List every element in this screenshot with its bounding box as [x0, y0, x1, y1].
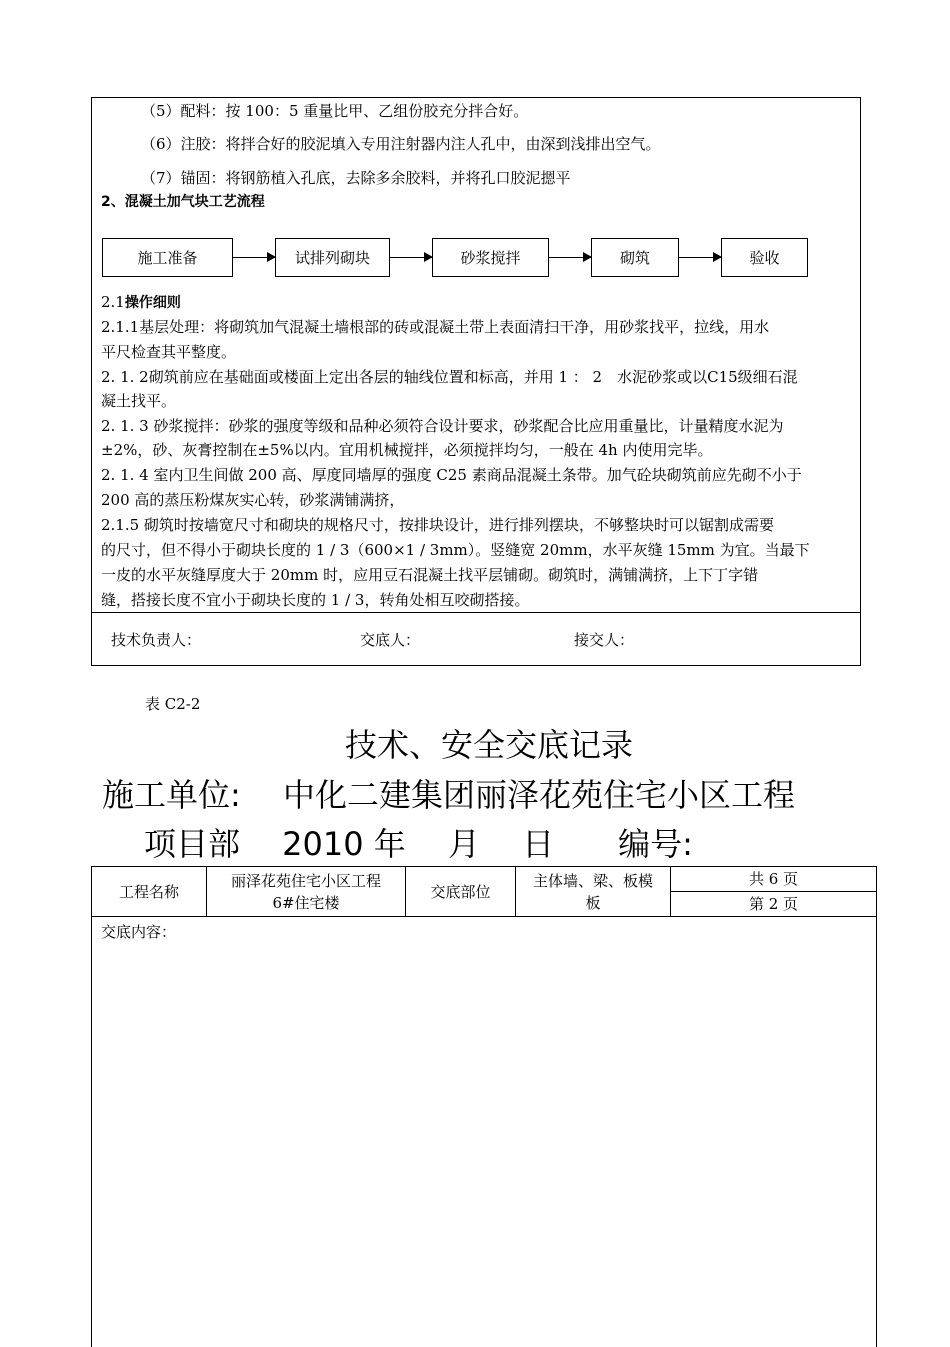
signature-discloser: 交底人：	[360, 631, 421, 649]
disclosure-content-label: 交底内容：	[101, 923, 177, 941]
disclosure-part-label: 交底部位	[406, 867, 516, 917]
disclosure-part-line2: 板	[585, 893, 601, 912]
paragraph-line: 凝土找平。	[101, 392, 177, 410]
disclosure-part-value	[516, 867, 671, 917]
paragraph-line: 2. 1. 4 室内卫生间做 200 高、厚度同墙厚的强度 C25 素商品混凝土条带。加气砼块砌筑前应先砌不小于	[101, 466, 802, 484]
paragraph-line: 200 高的蒸压粉煤灰实心转，砂浆满铺满挤，	[101, 491, 405, 509]
flow-step-prepare: 施工准备	[102, 238, 233, 277]
signature-receiver: 接交人：	[574, 631, 635, 649]
disclosure-part-line1: 主体墙、梁、板模	[532, 871, 653, 890]
paragraph-line: 2. 1. 3 砂浆搅拌：砂浆的强度等级和品种必须符合设计要求，砂浆配合比应用重量比，计量精度水泥为	[101, 417, 784, 435]
form-code: 表 C2-2	[145, 695, 201, 713]
section-title: 2、混凝土加气块工艺流程	[101, 194, 265, 210]
paragraph-line: 平尺检查其平整度。	[101, 343, 237, 361]
flow-arrow	[233, 257, 275, 258]
step-6: （6）注胶：将拌合好的胶泥填入专用注射器内注人孔中，由深到浅排出空气。	[141, 135, 661, 153]
paragraph-line: 2.1.5 砌筑时按墙宽尺寸和砌块的规格尺寸，按排块设计，进行排列摆块，不够整块时可以锯割成需要	[101, 516, 774, 534]
paragraph-line: 2.1.1基层处理：将砌筑加气混凝土墙根部的砖或混凝土带上表面清扫干净，用砂浆找平，拉线，用水	[101, 318, 770, 336]
flow-arrow	[549, 257, 591, 258]
disclosure-content-area	[91, 917, 877, 1347]
construction-unit-line: 施工单位: 中化二建集团丽泽花苑住宅小区工程	[102, 776, 795, 814]
project-name-label: 工程名称	[92, 867, 207, 917]
subsection-title: 操作细则	[124, 295, 181, 311]
project-name-value	[207, 867, 406, 917]
paragraph-line: 的尺寸，但不得小于砌块长度的 1 / 3（600×1 / 3mm）。竖缝宽 20mm，水平灰缝 15mm 为宜。当最下	[101, 541, 810, 559]
page-number: 第 2 页	[671, 892, 877, 917]
paragraph-line: 2. 1. 2砌筑前应在基础面或楼面上定出各层的轴线位置和标高，并用 1 ： 2 水泥砂浆或以C15级细石混	[101, 368, 798, 386]
step-7: （7）锚固：将钢筋植入孔底，去除多余胶料，并将孔口胶泥摁平	[141, 169, 571, 187]
project-name-line2: 6#住宅楼	[272, 893, 340, 912]
signature-tech-lead: 技术负责人：	[111, 631, 202, 649]
flow-step-acceptance: 验收	[721, 238, 808, 277]
project-info-table	[91, 866, 877, 917]
signature-divider	[91, 612, 861, 613]
total-pages: 共 6 页	[671, 867, 877, 892]
subsection-heading	[101, 290, 181, 315]
flow-step-trial-layout: 试排列砌块	[275, 238, 390, 277]
flow-arrow	[390, 257, 432, 258]
step-5: （5）配料：按 100：5 重量比甲、乙组份胶充分拌合好。	[141, 102, 529, 120]
project-name-line1: 丽泽花苑住宅小区工程	[230, 871, 381, 890]
department-date-line: 项目部 2010 年 月 日 编号:	[144, 825, 693, 863]
paragraph-line: 缝，搭接长度不宜小于砌块长度的 1 / 3，转角处相互咬砌搭接。	[101, 591, 530, 609]
flow-arrow	[679, 257, 721, 258]
paragraph-line: 一皮的水平灰缝厚度大于 20mm 时，应用豆石混凝土找平层铺砌。砌筑时，满铺满挤，上下丁字错	[101, 566, 759, 584]
paragraph-line: ±2%，砂、灰膏控制在±5%以内。宜用机械搅拌，必须搅拌均匀，一般在 4h 内使用完毕。	[101, 441, 713, 459]
flow-step-mortar-mixing: 砂浆搅拌	[432, 238, 549, 277]
page-title: 技术、安全交底记录	[345, 726, 634, 764]
subsection-number: 2.1	[101, 293, 125, 311]
flow-step-masonry: 砌筑	[591, 238, 679, 277]
